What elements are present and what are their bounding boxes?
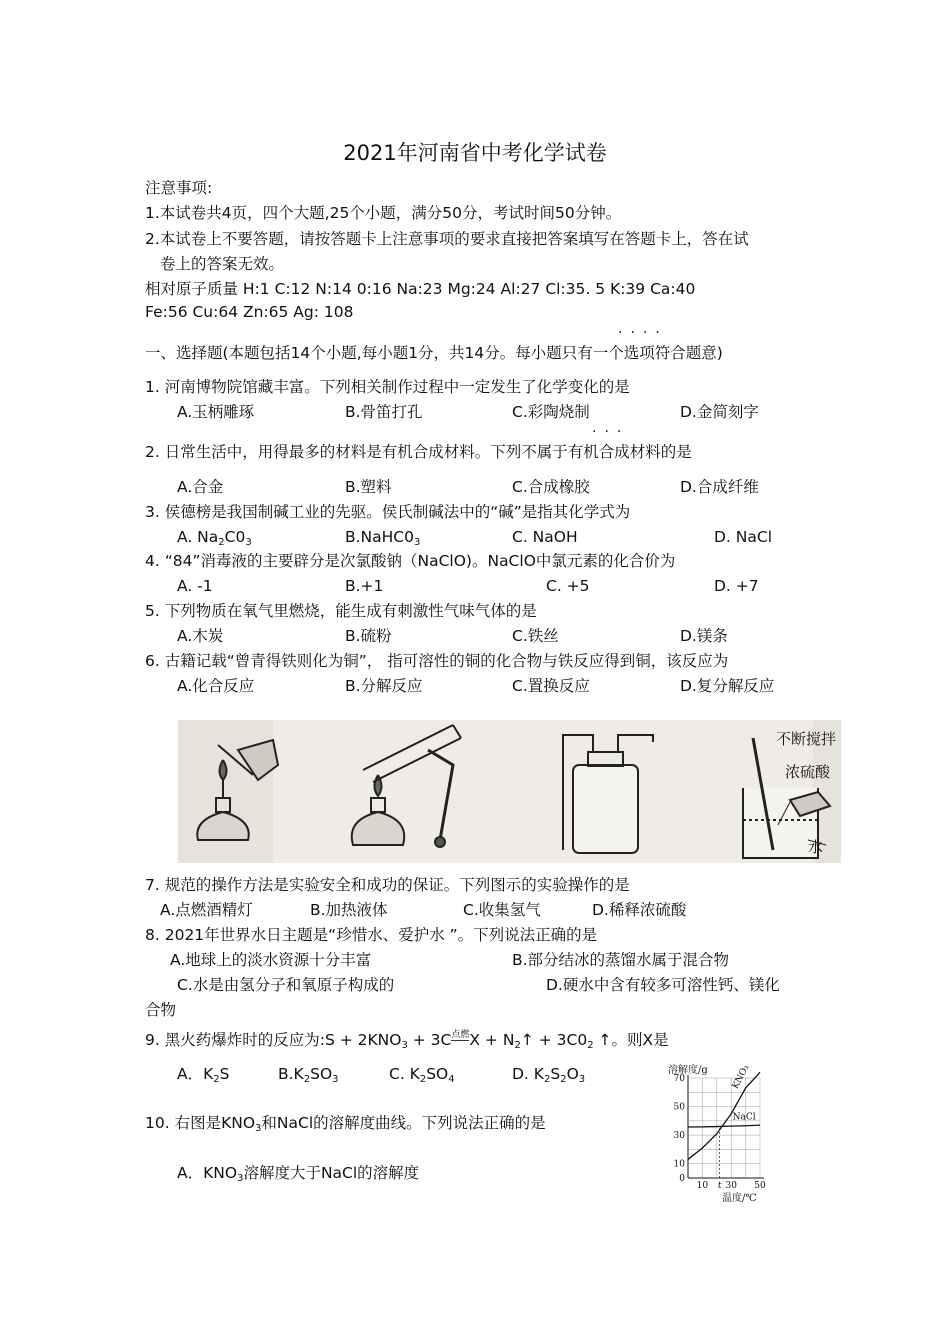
q4-option-b: B.+1 bbox=[345, 577, 384, 595]
q1-option-d: D.金简刻字 bbox=[680, 403, 759, 421]
q6-stem: 6. 古籍记载“曾青得铁则化为铜”， 指可溶性的铜的化合物与铁反应得到铜，该反应为 bbox=[145, 652, 729, 670]
q1-stem: 1. 河南博物院馆藏丰富。下列相关制作过程中一定发生了化学变化的是 bbox=[145, 378, 630, 396]
q6-option-c: C.置换反应 bbox=[512, 677, 590, 695]
x-tick-label: 50 bbox=[754, 1181, 766, 1191]
notes-heading: 注意事项: bbox=[145, 179, 213, 197]
q8-option-b: B.部分结冰的蒸馏水属于混合物 bbox=[512, 951, 730, 969]
chart-xlabel: 温度/℃ bbox=[722, 1193, 757, 1203]
exam-title: 2021年河南省中考化学试卷 bbox=[343, 141, 607, 165]
x-tick-label: t bbox=[717, 1181, 722, 1191]
q7-option-d: D.稀释浓硫酸 bbox=[592, 901, 687, 919]
y-tick-label: 50 bbox=[673, 1102, 685, 1113]
emphasis-dots-2: ··· bbox=[592, 424, 630, 440]
series-label: KNO₃ bbox=[730, 1063, 752, 1091]
note-2b: 卷上的答案无效。 bbox=[160, 255, 285, 273]
q8-option-d-continued: 合物 bbox=[145, 1001, 177, 1019]
q6-option-b: B.分解反应 bbox=[345, 677, 423, 695]
q1-option-a: A.玉柄雕琢 bbox=[177, 403, 255, 421]
y-tick-label: 10 bbox=[673, 1159, 685, 1170]
q8-option-a: A.地球上的淡水资源十分丰富 bbox=[170, 951, 372, 969]
q6-option-d: D.复分解反应 bbox=[680, 677, 775, 695]
reaction-condition: 点燃 bbox=[451, 1030, 470, 1040]
note-2a: 2.本试卷上不要答题，请按答题卡上注意事项的要求直接把答案填写在答题卡上，答在试 bbox=[145, 230, 749, 248]
y-tick-label: 30 bbox=[673, 1131, 685, 1142]
q9-option-d: D. $K_2S_2O_3$ bbox=[512, 1065, 586, 1085]
chart-series bbox=[688, 1063, 760, 1159]
q4-option-a: A. -1 bbox=[177, 577, 213, 595]
q5-stem: 5. 下列物质在氧气里燃烧，能生成有刺激性气味气体的是 bbox=[145, 602, 537, 620]
atomic-masses-2: Fe:56 Cu:64 Zn:65 Ag: 108 bbox=[145, 303, 354, 321]
chart-xticks bbox=[697, 1181, 766, 1191]
q9-option-a: A．$K_2S$ bbox=[177, 1065, 230, 1085]
lab-operations-figure bbox=[178, 720, 841, 863]
label-water: 水 bbox=[808, 838, 824, 856]
section-1-heading: 一、选择题(本题包括14个小题,每小题1分，共14分。每小题只有一个选项符合题意) bbox=[145, 344, 723, 362]
series-line-nacl bbox=[688, 1125, 760, 1127]
q7-option-b: B.加热液体 bbox=[310, 901, 388, 919]
q2-option-b: B.塑料 bbox=[345, 478, 392, 496]
q7-stem: 7. 规范的操作方法是实验安全和成功的保证。下列图示的实验操作的是 bbox=[145, 876, 630, 894]
q8-option-c: C.水是由氢分子和氧原子构成的 bbox=[177, 976, 395, 994]
q8-option-d: D.硬水中含有较多可溶性钙、镁化 bbox=[546, 976, 780, 994]
y-tick-label: 70 bbox=[673, 1074, 685, 1084]
q5-option-b: B.硫粉 bbox=[345, 627, 392, 645]
q3-option-d: D. NaCl bbox=[714, 528, 773, 546]
q10-option-a: A．$KNO_3$溶解度大于NaCl的溶解度 bbox=[177, 1164, 420, 1184]
q2-option-c: C.合成橡胶 bbox=[512, 478, 590, 496]
q10-stem: 10. 右图是$KNO_3$和NaCl的溶解度曲线。下列说法正确的是 bbox=[145, 1114, 546, 1134]
q4-stem: 4. “84”消毒液的主要辟分是次氯酸钠（NaClO)。NaClO中氯元素的化合价为 bbox=[145, 552, 676, 570]
q8-stem: 8. 2021年世界水日主题是“珍惜水、爱护水 ”。下列说法正确的是 bbox=[145, 926, 598, 944]
x-tick-label: 30 bbox=[725, 1181, 737, 1191]
q1-option-c: C.彩陶烧制 bbox=[512, 403, 590, 421]
q5-option-a: A.木炭 bbox=[177, 627, 224, 645]
chart-yticks bbox=[674, 1074, 686, 1184]
q7-option-c: C.收集氢气 bbox=[463, 901, 541, 919]
q3-option-b: $B.NaHC0_3$ bbox=[345, 528, 421, 548]
q4-option-d: D. +7 bbox=[714, 577, 759, 595]
label-concentrated-acid: 浓硫酸 bbox=[785, 763, 831, 781]
q2-option-a: A.合金 bbox=[177, 478, 224, 496]
label-keep-stirring: 不断搅拌 bbox=[776, 730, 837, 748]
q7-option-a: A.点燃酒精灯 bbox=[160, 901, 253, 919]
q9-option-c: C. $K_2SO_4$ bbox=[389, 1065, 455, 1085]
solubility-chart bbox=[660, 1063, 775, 1203]
q9-option-b: $B.K_2SO_3$ bbox=[278, 1065, 339, 1085]
series-label: NaCl bbox=[732, 1112, 756, 1123]
q6-option-a: A.化合反应 bbox=[177, 677, 255, 695]
q5-option-d: D.镁条 bbox=[680, 627, 728, 645]
q3-stem: 3. 侯德榜是我国制碱工业的先驱。侯氏制碱法中的“碱”是指其化学式为 bbox=[145, 503, 631, 521]
q4-option-c: C. +5 bbox=[546, 577, 590, 595]
emphasis-dots-1: ···· bbox=[618, 325, 668, 341]
q2-stem: 2. 日常生活中，用得最多的材料是有机合成材料。下列不属于有机合成材料的是 bbox=[145, 443, 692, 461]
q1-option-b: B.骨笛打孔 bbox=[345, 403, 423, 421]
x-tick-label: 10 bbox=[696, 1181, 709, 1191]
q3-option-c: C. NaOH bbox=[512, 528, 578, 546]
q9-stem: 9. 黑火药爆炸时的反应为:S + $2KNO_3 + 3C^{点燃}X$ + $N_2↑ + 3C0_2$ ↑。则X是 bbox=[145, 1030, 669, 1051]
y-tick-label: 0 bbox=[679, 1174, 685, 1184]
q5-option-c: C.铁丝 bbox=[512, 627, 559, 645]
atomic-masses-1: 相对原子质量 H:1 C:12 N:14 0:16 Na:23 Mg:24 Al:27 Cl:35. 5 K:39 Ca:40 bbox=[145, 280, 696, 298]
chart-ylabel: 溶解度/g bbox=[668, 1065, 708, 1076]
q2-option-d: D.合成纤维 bbox=[680, 478, 759, 496]
note-1: 1.本试卷共4页，四个大题,25个小题，满分50分，考试时间50分钟。 bbox=[145, 204, 622, 222]
q3-option-a: A. $Na_2C0_3$ bbox=[177, 528, 252, 548]
